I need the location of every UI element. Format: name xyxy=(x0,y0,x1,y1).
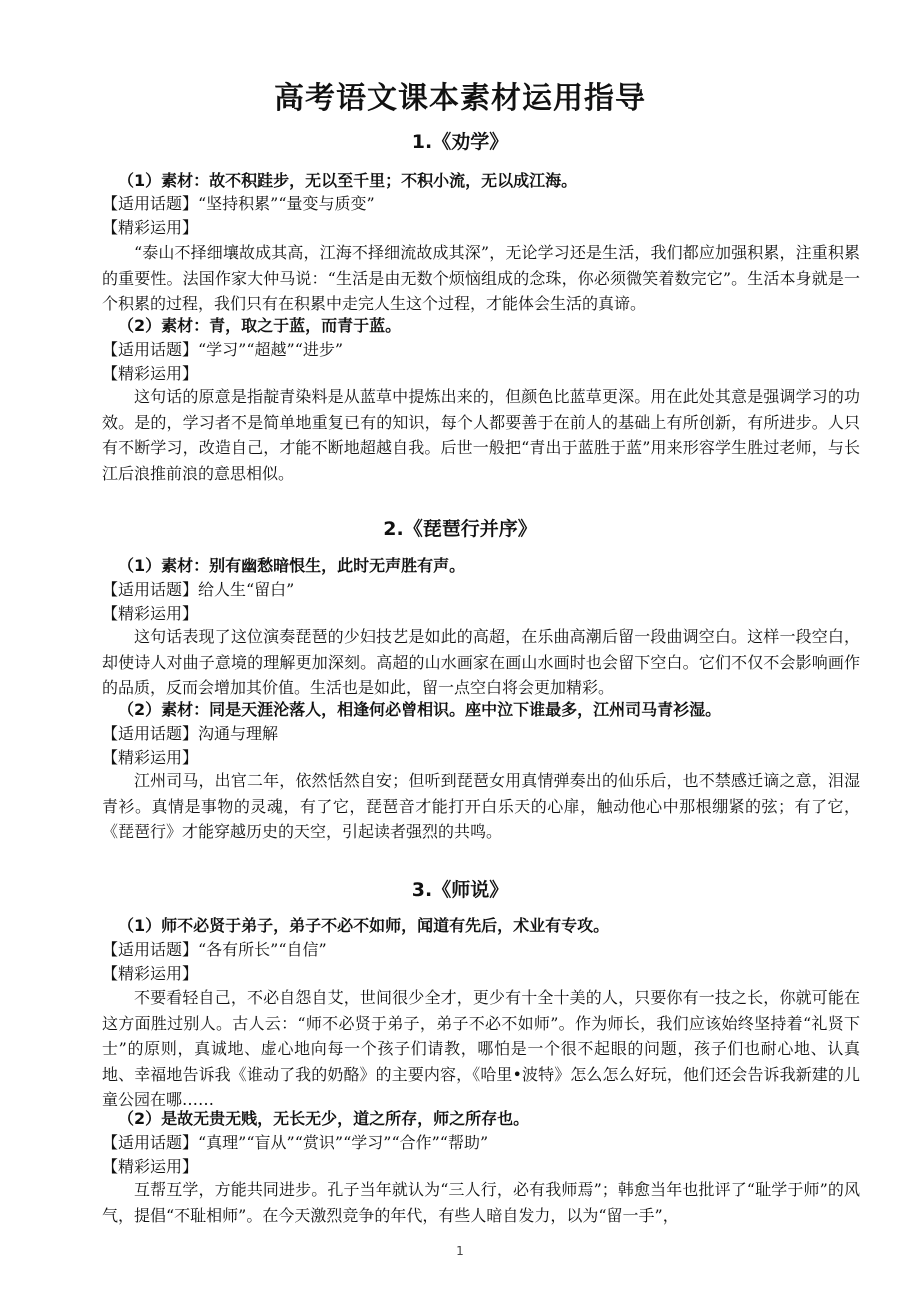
material-line: （1）师不必贤于弟子，弟子不必不如师，闻道有先后，术业有专攻。 xyxy=(118,916,610,935)
topic-line: 【适用话题】给人生“留白” xyxy=(102,580,295,599)
use-label: 【精彩运用】 xyxy=(102,964,199,983)
use-paragraph: 这句话的原意是指靛青染料是从蓝草中提炼出来的，但颜色比蓝草更深。用在此处其意是强调学习的功效。是的，学习者不是简单地重复已有的知识，每个人都要善于在前人的基础上有所创新，有所进步。人只有不断学习，改造自己，才能不断地超越自我。后世一般把“青出于蓝胜于蓝”用来形容学生胜过老师，与长江后浪推前浪的意思相似。 xyxy=(102,387,860,483)
material-line: （2）是故无贵无贱，无长无少，道之所存，师之所存也。 xyxy=(118,1109,530,1128)
use-label: 【精彩运用】 xyxy=(102,604,199,623)
use-paragraph: 这句话表现了这位演奏琵琶的少妇技艺是如此的高超，在乐曲高潮后留一段曲调空白。这样一段空白，却使诗人对曲子意境的理解更加深刻。高超的山水画家在画山水画时也会留下空白。它们不仅不会影响画作的品质，反而会增加其价值。生活也是如此，留一点空白将会更加精彩。 xyxy=(102,627,860,697)
use-paragraph: 不要看轻自己，不必自怨自艾，世间很少全才，更少有十全十美的人，只要你有一技之长，你就可能在这方面胜过别人。古人云：“师不必贤于弟子，弟子不必不如师”。作为师长，我们应该始终坚持着“礼贤下士”的原则，真诚地、虚心地向每一个孩子们请教，哪怕是一个很不起眼的问题，孩子们也耐心地、认真地、幸福地告诉我《谁动了我的奶酪》的主要内容，《哈里•波特》怎么怎么好玩，他们还会告诉我新建的儿童公园在哪…… xyxy=(102,988,860,1109)
use-label: 【精彩运用】 xyxy=(102,364,199,383)
use-label: 【精彩运用】 xyxy=(102,1157,199,1176)
topic-line: 【适用话题】“各有所长”“自信” xyxy=(102,940,327,959)
topic-line: 【适用话题】“学习”“超越”“进步” xyxy=(102,340,344,359)
page-number: 1 xyxy=(456,1244,464,1258)
document-title: 高考语文课本素材运用指导 xyxy=(274,81,646,116)
topic-line: 【适用话题】“坚持积累”“量变与质变” xyxy=(102,194,375,213)
section-heading-pipaxing: 2.《琵琶行并序》 xyxy=(383,518,537,540)
material-line: （1）素材：故不积跬步，无以至千里；不积小流，无以成江海。 xyxy=(118,171,578,190)
use-paragraph: “泰山不择细壤故成其高，江海不择细流故成其深”，无论学习还是生活，我们都应加强积累，注重积累的重要性。法国作家大仲马说：“生活是由无数个烦恼组成的念珠，你必须微笑着数完它”。生活本身就是一个积累的过程，我们只有在积累中走完人生这个过程，才能体会生活的真谛。 xyxy=(102,243,860,313)
use-label: 【精彩运用】 xyxy=(102,218,199,237)
material-line: （2）素材：同是天涯沦落人，相逢何必曾相识。座中泣下谁最多，江州司马青衫湿。 xyxy=(118,700,722,719)
section-heading-shishuo: 3.《师说》 xyxy=(411,879,509,901)
material-line: （1）素材：别有幽愁暗恨生，此时无声胜有声。 xyxy=(118,556,466,575)
topic-line: 【适用话题】沟通与理解 xyxy=(102,724,279,743)
use-paragraph: 互帮互学，方能共同进步。孔子当年就认为“三人行，必有我师焉”；韩愈当年也批评了“耻学于师”的风气，提倡“不耻相师”。在今天激烈竞争的年代，有些人暗自发力，以为“留一手”， xyxy=(102,1180,860,1225)
material-line: （2）素材：青，取之于蓝，而青于蓝。 xyxy=(118,316,402,335)
section-heading-quanxue: 1.《劝学》 xyxy=(411,131,509,153)
use-paragraph: 江州司马，出官二年，依然恬然自安；但听到琵琶女用真情弹奏出的仙乐后，也不禁感迁谪之意，泪湿青衫。真情是事物的灵魂，有了它，琵琶音才能打开白乐天的心扉，触动他心中那根绷紧的弦；有了它，《琵琶行》才能穿越历史的天空，引起读者强烈的共鸣。 xyxy=(102,771,860,841)
topic-line: 【适用话题】“真理”“盲从”“赏识”“学习”“合作”“帮助” xyxy=(102,1133,489,1152)
use-label: 【精彩运用】 xyxy=(102,748,199,767)
